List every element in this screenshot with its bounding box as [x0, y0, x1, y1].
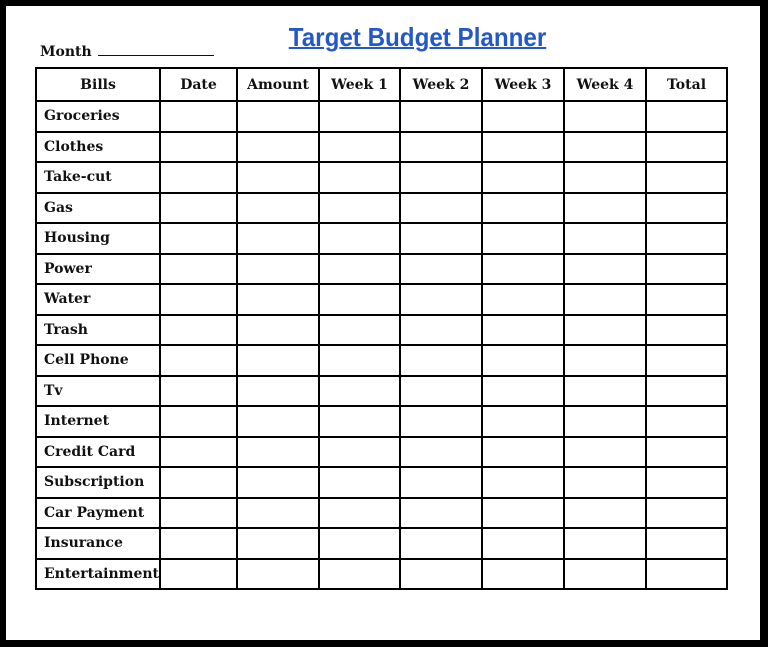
- entry-cell[interactable]: [400, 345, 482, 376]
- bill-label: Subscription: [36, 467, 160, 498]
- entry-cell[interactable]: [400, 406, 482, 437]
- entry-cell[interactable]: [646, 254, 727, 285]
- entry-cell[interactable]: [564, 101, 646, 132]
- entry-cell[interactable]: [400, 467, 482, 498]
- entry-cell[interactable]: [319, 132, 400, 163]
- entry-cell[interactable]: [482, 498, 564, 529]
- entry-cell[interactable]: [646, 193, 727, 224]
- entry-cell[interactable]: [646, 528, 727, 559]
- entry-cell[interactable]: [237, 162, 319, 193]
- entry-cell[interactable]: [482, 193, 564, 224]
- entry-cell[interactable]: [564, 437, 646, 468]
- month-field: [40, 43, 214, 60]
- entry-cell[interactable]: [564, 376, 646, 407]
- entry-cell[interactable]: [564, 498, 646, 529]
- column-header: Bills: [36, 68, 160, 101]
- entry-cell[interactable]: [646, 162, 727, 193]
- entry-cell[interactable]: [482, 376, 564, 407]
- bill-label: Internet: [36, 406, 160, 437]
- entry-cell[interactable]: [319, 345, 400, 376]
- entry-cell[interactable]: [237, 437, 319, 468]
- entry-cell[interactable]: [482, 132, 564, 163]
- entry-cell[interactable]: [319, 284, 400, 315]
- entry-cell[interactable]: [237, 254, 319, 285]
- entry-cell[interactable]: [646, 101, 727, 132]
- bill-label: Gas: [36, 193, 160, 224]
- entry-cell[interactable]: [160, 345, 237, 376]
- entry-cell[interactable]: [160, 498, 237, 529]
- month-input-line[interactable]: [98, 43, 214, 56]
- header-row: [36, 68, 727, 101]
- entry-cell[interactable]: [237, 559, 319, 590]
- bill-label: Insurance: [36, 528, 160, 559]
- table-row: [36, 467, 727, 498]
- entry-cell[interactable]: [237, 498, 319, 529]
- table-row: [36, 284, 727, 315]
- column-header: Week 3: [482, 68, 564, 101]
- bill-label: Housing: [36, 223, 160, 254]
- entry-cell[interactable]: [160, 284, 237, 315]
- bill-label: Entertainment: [36, 559, 160, 590]
- entry-cell[interactable]: [482, 406, 564, 437]
- bill-label: Take-cut: [36, 162, 160, 193]
- entry-cell[interactable]: [646, 498, 727, 529]
- table-row: [36, 345, 727, 376]
- entry-cell[interactable]: [646, 284, 727, 315]
- entry-cell[interactable]: [564, 284, 646, 315]
- bill-label: Tv: [36, 376, 160, 407]
- entry-cell[interactable]: [160, 406, 237, 437]
- entry-cell[interactable]: [319, 406, 400, 437]
- entry-cell[interactable]: [646, 559, 727, 590]
- entry-cell[interactable]: [564, 315, 646, 346]
- entry-cell[interactable]: [160, 254, 237, 285]
- bill-label: Groceries: [36, 101, 160, 132]
- entry-cell[interactable]: [237, 467, 319, 498]
- entry-cell[interactable]: [646, 467, 727, 498]
- entry-cell[interactable]: [400, 315, 482, 346]
- bill-label: Credit Card: [36, 437, 160, 468]
- entry-cell[interactable]: [400, 193, 482, 224]
- entry-cell[interactable]: [564, 559, 646, 590]
- entry-cell[interactable]: [400, 254, 482, 285]
- entry-cell[interactable]: [646, 376, 727, 407]
- entry-cell[interactable]: [646, 315, 727, 346]
- entry-cell[interactable]: [564, 254, 646, 285]
- entry-cell[interactable]: [237, 406, 319, 437]
- table-row: [36, 254, 727, 285]
- entry-cell[interactable]: [319, 437, 400, 468]
- entry-cell[interactable]: [646, 406, 727, 437]
- entry-cell[interactable]: [482, 284, 564, 315]
- entry-cell[interactable]: [160, 437, 237, 468]
- entry-cell[interactable]: [482, 559, 564, 590]
- entry-cell[interactable]: [319, 101, 400, 132]
- entry-cell[interactable]: [319, 528, 400, 559]
- entry-cell[interactable]: [237, 284, 319, 315]
- entry-cell[interactable]: [160, 132, 237, 163]
- entry-cell[interactable]: [400, 101, 482, 132]
- entry-cell[interactable]: [482, 528, 564, 559]
- entry-cell[interactable]: [482, 223, 564, 254]
- table-row: [36, 132, 727, 163]
- entry-cell[interactable]: [400, 223, 482, 254]
- page-title: Target Budget Planner: [288, 22, 547, 52]
- entry-cell[interactable]: [237, 376, 319, 407]
- table-row: [36, 193, 727, 224]
- table-row: [36, 498, 727, 529]
- month-label: Month: [40, 44, 92, 60]
- entry-cell[interactable]: [319, 315, 400, 346]
- entry-cell[interactable]: [564, 223, 646, 254]
- table-row: [36, 559, 727, 590]
- entry-cell[interactable]: [482, 101, 564, 132]
- entry-cell[interactable]: [319, 162, 400, 193]
- bill-label: Power: [36, 254, 160, 285]
- entry-cell[interactable]: [646, 132, 727, 163]
- entry-cell[interactable]: [319, 193, 400, 224]
- bill-label: Clothes: [36, 132, 160, 163]
- entry-cell[interactable]: [160, 315, 237, 346]
- entry-cell[interactable]: [564, 193, 646, 224]
- column-header: Week 1: [319, 68, 400, 101]
- entry-cell[interactable]: [400, 528, 482, 559]
- entry-cell[interactable]: [237, 528, 319, 559]
- entry-cell[interactable]: [564, 406, 646, 437]
- entry-cell[interactable]: [482, 315, 564, 346]
- bill-label: Trash: [36, 315, 160, 346]
- entry-cell[interactable]: [160, 528, 237, 559]
- entry-cell[interactable]: [319, 559, 400, 590]
- column-header: Week 2: [400, 68, 482, 101]
- entry-cell[interactable]: [237, 223, 319, 254]
- bill-label: Water: [36, 284, 160, 315]
- table-row: [36, 406, 727, 437]
- entry-cell[interactable]: [482, 467, 564, 498]
- entry-cell[interactable]: [237, 132, 319, 163]
- entry-cell[interactable]: [482, 162, 564, 193]
- budget-table: [35, 67, 728, 590]
- entry-cell[interactable]: [237, 101, 319, 132]
- entry-cell[interactable]: [400, 559, 482, 590]
- entry-cell[interactable]: [564, 528, 646, 559]
- entry-cell[interactable]: [237, 315, 319, 346]
- entry-cell[interactable]: [400, 376, 482, 407]
- entry-cell[interactable]: [160, 467, 237, 498]
- entry-cell[interactable]: [482, 437, 564, 468]
- entry-cell[interactable]: [400, 437, 482, 468]
- entry-cell[interactable]: [564, 162, 646, 193]
- entry-cell[interactable]: [160, 559, 237, 590]
- entry-cell[interactable]: [160, 376, 237, 407]
- entry-cell[interactable]: [400, 162, 482, 193]
- bill-label: Car Payment: [36, 498, 160, 529]
- entry-cell[interactable]: [319, 254, 400, 285]
- column-header: Total: [646, 68, 727, 101]
- entry-cell[interactable]: [482, 345, 564, 376]
- entry-cell[interactable]: [482, 254, 564, 285]
- table-row: [36, 162, 727, 193]
- table-row: [36, 437, 727, 468]
- table-row: [36, 528, 727, 559]
- entry-cell[interactable]: [319, 376, 400, 407]
- entry-cell[interactable]: [400, 498, 482, 529]
- column-header: Week 4: [564, 68, 646, 101]
- table-row: [36, 223, 727, 254]
- entry-cell[interactable]: [160, 223, 237, 254]
- entry-cell[interactable]: [400, 284, 482, 315]
- entry-cell[interactable]: [646, 437, 727, 468]
- entry-cell[interactable]: [237, 345, 319, 376]
- entry-cell[interactable]: [237, 193, 319, 224]
- entry-cell[interactable]: [319, 223, 400, 254]
- entry-cell[interactable]: [160, 101, 237, 132]
- bill-label: Cell Phone: [36, 345, 160, 376]
- entry-cell[interactable]: [646, 223, 727, 254]
- entry-cell[interactable]: [160, 162, 237, 193]
- entry-cell[interactable]: [564, 345, 646, 376]
- entry-cell[interactable]: [160, 193, 237, 224]
- entry-cell[interactable]: [319, 467, 400, 498]
- table-row: [36, 315, 727, 346]
- entry-cell[interactable]: [646, 345, 727, 376]
- table-row: [36, 376, 727, 407]
- table-row: [36, 101, 727, 132]
- column-header: Date: [160, 68, 237, 101]
- entry-cell[interactable]: [400, 132, 482, 163]
- entry-cell[interactable]: [564, 132, 646, 163]
- column-header: Amount: [237, 68, 319, 101]
- entry-cell[interactable]: [564, 467, 646, 498]
- entry-cell[interactable]: [319, 498, 400, 529]
